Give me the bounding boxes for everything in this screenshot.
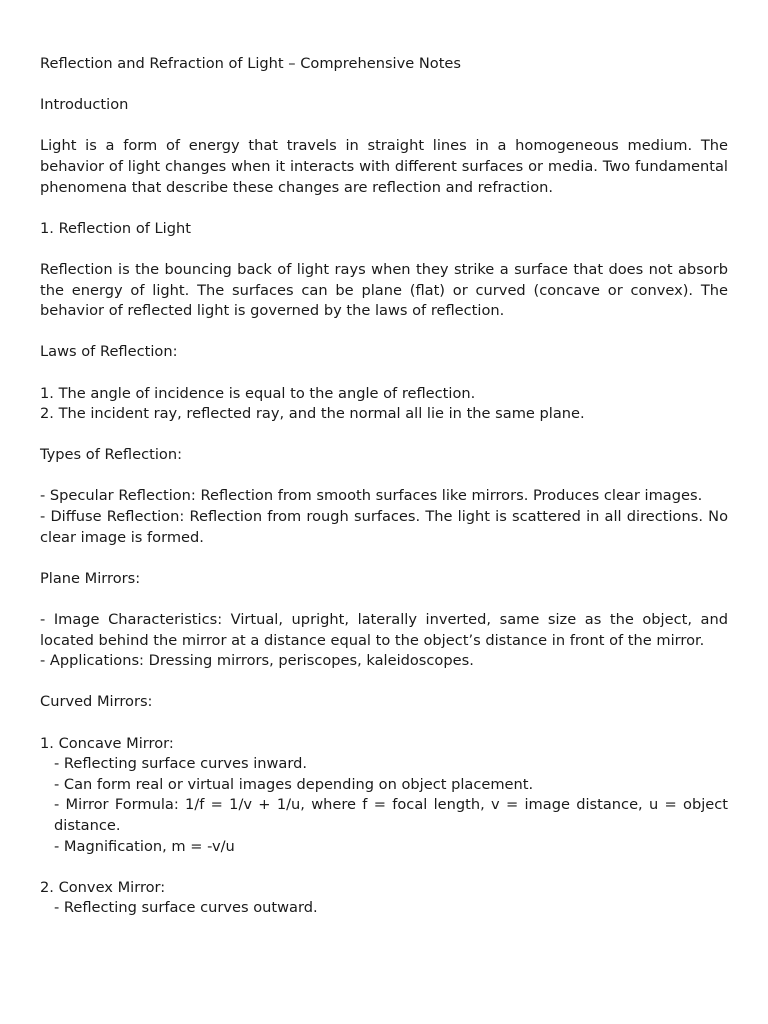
concave-item: - Reflecting surface curves inward.: [54, 755, 308, 773]
reflection-paragraph: Reflection is the bouncing back of light rays when they strike a surface that does not absorb the energy of light. The surfaces can be plane (flat) or curved (concave or convex). The behavior of reflected light is governed by the laws of reflection.: [40, 260, 728, 320]
concave-mirror-heading: 1. Concave Mirror:: [40, 734, 174, 752]
curved-mirrors-heading: Curved Mirrors:: [40, 693, 153, 711]
convex-mirror-block: [40, 878, 728, 919]
plane-mirror-item: - Applications: Dressing mirrors, periscopes, kaleidoscopes.: [40, 652, 474, 670]
concave-item: - Magnification, m = -v/u: [54, 837, 235, 855]
plane-mirrors-list: [40, 610, 728, 672]
plane-mirrors-heading: Plane Mirrors:: [40, 569, 141, 587]
plane-mirror-item: - Image Characteristics: Virtual, upright, laterally inverted, same size as the object, and located behind the mirror at a distance equal to the object’s distance in front of the mirror.: [40, 611, 728, 649]
laws-heading: Laws of Reflection:: [40, 343, 178, 361]
laws-list: [40, 384, 728, 425]
concave-item: - Can form real or virtual images depending on object placement.: [54, 775, 534, 793]
intro-paragraph: Light is a form of energy that travels in straight lines in a homogeneous medium. The behavior of light changes when it interacts with different surfaces or media. Two fundamental phenomena that describe these changes are reflection and refraction.: [40, 137, 728, 196]
document-page: [40, 54, 728, 940]
convex-mirror-heading: 2. Convex Mirror:: [40, 878, 166, 896]
section-reflection-heading: 1. Reflection of Light: [40, 219, 191, 237]
convex-item: - Reflecting surface curves outward.: [54, 899, 318, 917]
type-item: - Specular Reflection: Reflection from smooth surfaces like mirrors. Produces clear images.: [40, 487, 703, 505]
document-title: Reflection and Refraction of Light – Comprehensive Notes: [40, 55, 462, 72]
law-item: 2. The incident ray, reflected ray, and the normal all lie in the same plane.: [40, 405, 585, 423]
type-item: - Diffuse Reflection: Reflection from rough surfaces. The light is scattered in all directions. No clear image is formed.: [40, 508, 728, 546]
law-item: 1. The angle of incidence is equal to the angle of reflection.: [40, 384, 476, 402]
concave-mirror-block: [40, 734, 728, 858]
intro-heading: Introduction: [40, 96, 129, 114]
concave-item: - Mirror Formula: 1/f = 1/v + 1/u, where f = focal length, v = image distance, u = object distance.: [54, 796, 728, 834]
types-heading: Types of Reflection:: [40, 446, 182, 464]
types-list: [40, 486, 728, 548]
